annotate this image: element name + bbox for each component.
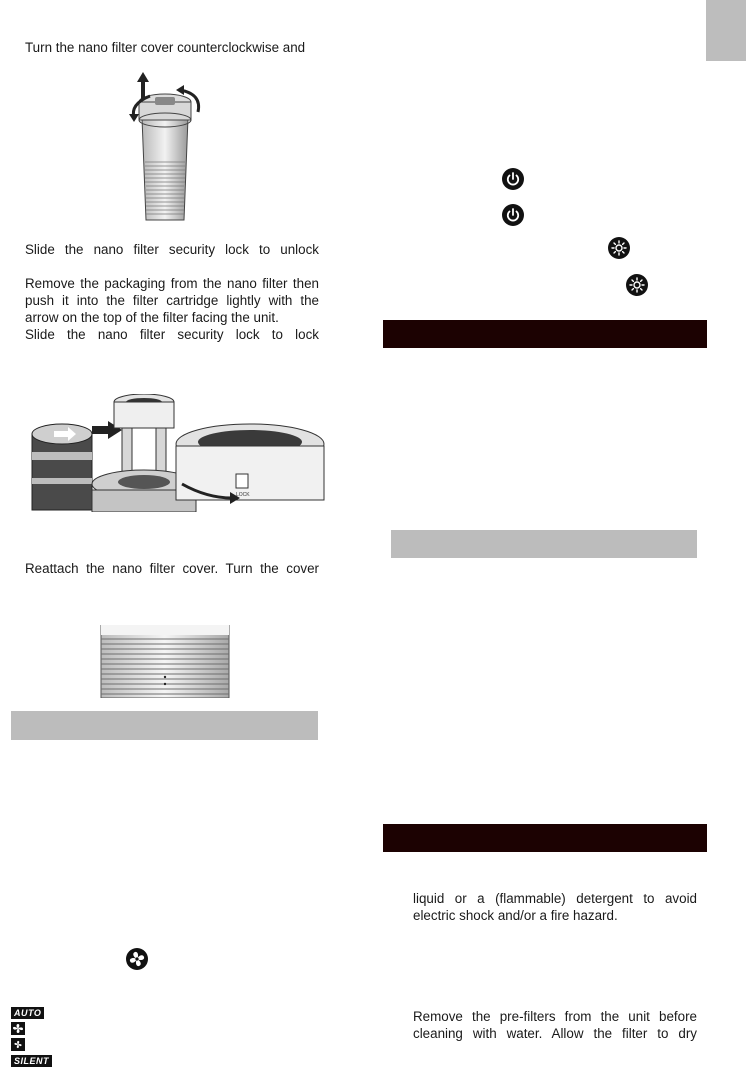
brightness-icon (608, 237, 630, 259)
step-remove-packaging-3: arrow on the top of the filter facing the unit. (25, 310, 279, 325)
fan-high-icon (11, 1022, 25, 1035)
purifier-cover-illustration (120, 70, 210, 226)
lock-label: LOCK (236, 492, 250, 498)
power-icon (502, 204, 524, 226)
auto-mode-badge: AUTO (11, 1007, 44, 1019)
step-remove-packaging-2: push it into the filter cartridge lightly with the (25, 293, 319, 308)
step-reattach-cover: Reattach the nano filter cover. Turn the cover (25, 561, 319, 576)
section-header-dark-1 (383, 320, 707, 348)
cleaning-line-1: Remove the pre-filters from the unit before (413, 1009, 697, 1024)
cleaning-line-2: cleaning with water. Allow the filter to dry (413, 1026, 697, 1041)
step-remove-packaging-1: Remove the packaging from the nano filter then (25, 276, 319, 291)
step-slide-lock: Slide the nano filter security lock to lock (25, 327, 319, 342)
section-header-grey-left (11, 711, 318, 740)
section-header-grey-right (391, 530, 697, 558)
page-tab (706, 0, 746, 61)
silent-mode-badge: SILENT (11, 1055, 52, 1067)
fan-low-icon (11, 1038, 25, 1051)
power-icon (502, 168, 524, 190)
fan-icon (126, 948, 148, 970)
step-slide-unlock: Slide the nano filter security lock to unlock (25, 242, 319, 257)
section-header-dark-2 (383, 824, 707, 852)
warning-line-2: electric shock and/or a fire hazard. (413, 908, 618, 923)
step-turn-cover: Turn the nano filter cover counterclockwise and (25, 40, 306, 55)
purifier-body-illustration (99, 625, 231, 698)
brightness-icon (626, 274, 648, 296)
warning-line-1: liquid or a (flammable) detergent to avoid (413, 891, 697, 906)
filter-insert-illustration (22, 394, 326, 512)
